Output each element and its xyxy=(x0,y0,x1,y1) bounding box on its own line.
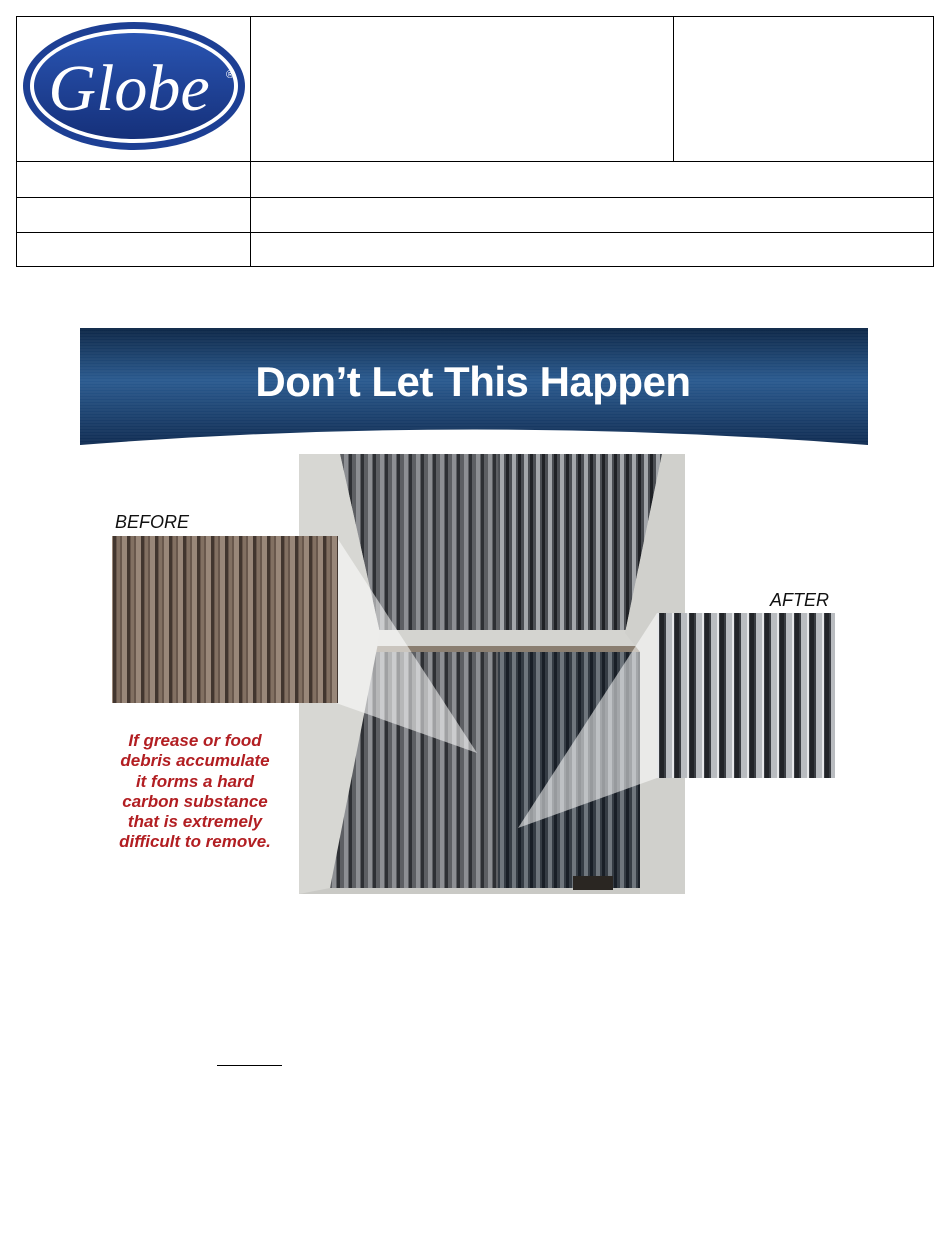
header-label-cell-2 xyxy=(17,198,251,233)
globe-logo xyxy=(21,20,247,152)
warning-line: difficult to remove. xyxy=(119,832,271,851)
header-label-cell-1 xyxy=(17,162,251,198)
warning-line: If grease or food xyxy=(128,731,262,750)
header-label-cell-3 xyxy=(17,233,251,266)
underline-mark xyxy=(217,1065,282,1066)
title-cell xyxy=(251,17,674,162)
warning-message xyxy=(119,731,271,851)
document-header-table xyxy=(16,16,934,267)
warning-line: it forms a hard xyxy=(135,772,255,791)
header-value-cell-3 xyxy=(251,233,933,266)
logo-wordmark: Globe xyxy=(48,52,210,125)
after-closeup xyxy=(657,613,835,778)
banner-title: Don’t Let This Happen xyxy=(255,358,691,405)
warning-line: debris accumulate xyxy=(120,751,270,770)
cleaning-infographic xyxy=(80,328,868,895)
header-value-cell-1 xyxy=(251,162,933,198)
after-label: AFTER xyxy=(769,590,829,610)
header-value-cell-2 xyxy=(251,198,933,233)
warning-line: that is extremely xyxy=(127,812,263,831)
info-cell xyxy=(674,17,933,162)
warning-line: carbon substance xyxy=(122,792,268,811)
logo-cell xyxy=(17,17,251,162)
before-label: BEFORE xyxy=(115,512,190,532)
registered-mark: ® xyxy=(226,69,235,81)
